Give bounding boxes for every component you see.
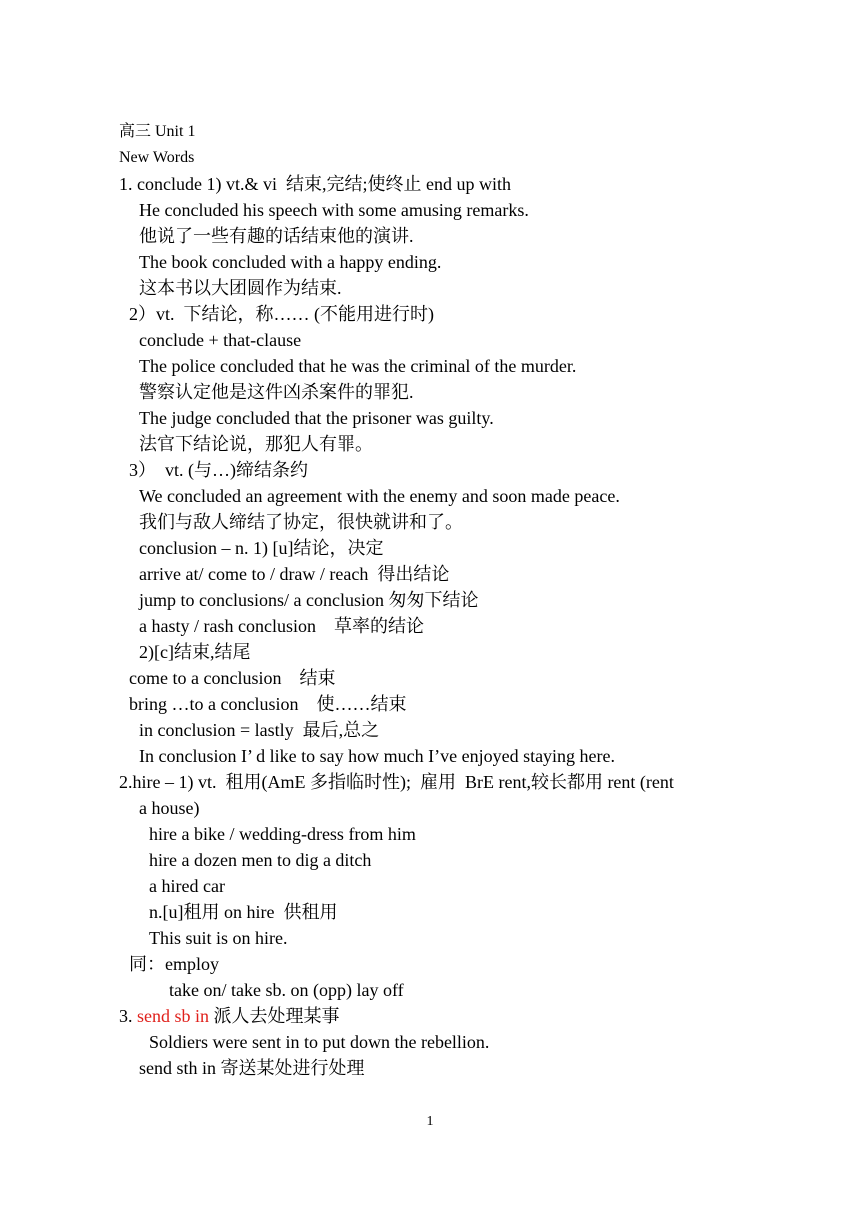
phrase-line: send sth in 寄送某处进行处理 bbox=[139, 1058, 365, 1078]
example-translation: 这本书以大团圆作为结束. bbox=[139, 278, 342, 298]
phrase-line: a hasty / rash conclusion 草率的结论 bbox=[139, 616, 424, 636]
synonym-heading: 同：employ bbox=[129, 954, 219, 974]
section-heading: New Words bbox=[119, 149, 195, 166]
phrase-line: come to a conclusion 结束 bbox=[129, 668, 336, 688]
example-sentence: He concluded his speech with some amusing remarks. bbox=[139, 200, 529, 220]
example-sentence: The book concluded with a happy ending. bbox=[139, 252, 442, 272]
example-translation: 法官下结论说，那犯人有罪。 bbox=[139, 434, 373, 454]
example-sentence: The judge concluded that the prisoner was guilty. bbox=[139, 408, 494, 428]
phrase-meaning: 派人去处理某事 bbox=[209, 1006, 340, 1026]
phrase-line: bring …to a conclusion 使……结束 bbox=[129, 694, 407, 714]
derivative-heading: conclusion – n. 1) [u]结论，决定 bbox=[139, 538, 384, 558]
phrase-line: hire a dozen men to dig a ditch bbox=[149, 850, 372, 870]
highlighted-phrase: send sb in bbox=[137, 1006, 209, 1026]
usage-pattern: conclude + that-clause bbox=[139, 330, 302, 350]
sense-heading: 3） vt. (与…)缔结条约 bbox=[129, 460, 308, 480]
page-number: 1 bbox=[426, 1114, 434, 1129]
phrase-line: a hired car bbox=[149, 876, 225, 896]
sense-heading: 2)[c]结束,结尾 bbox=[139, 642, 251, 662]
phrase-line: arrive at/ come to / draw / reach 得出结论 bbox=[139, 564, 450, 584]
synonym-line: take on/ take sb. on (opp) lay off bbox=[169, 980, 404, 1000]
phrase-line: hire a bike / wedding-dress from him bbox=[149, 824, 416, 844]
example-translation: 我们与敌人缔结了协定，很快就讲和了。 bbox=[139, 512, 463, 532]
example-sentence: In conclusion I’ d like to say how much I’ve enjoyed staying here. bbox=[139, 746, 616, 766]
entry-hire-heading: 2.hire – 1) vt. 租用(AmE 多指临时性); 雇用 BrE rent,较长都用 rent (rent bbox=[119, 772, 674, 792]
unit-title: 高三 Unit 1 bbox=[119, 123, 196, 140]
sense-heading: n.[u]租用 on hire 供租用 bbox=[149, 902, 338, 922]
example-translation: 警察认定他是这件凶杀案件的罪犯. bbox=[139, 382, 414, 402]
entry-conclude-heading: 1. conclude 1) vt.& vi 结束,完结;使终止 end up with bbox=[119, 174, 511, 194]
example-sentence: We concluded an agreement with the enemy and soon made peace. bbox=[139, 486, 620, 506]
example-translation: 他说了一些有趣的话结束他的演讲. bbox=[139, 226, 414, 246]
phrase-line: jump to conclusions/ a conclusion 匆匆下结论 bbox=[139, 590, 479, 610]
example-sentence: The police concluded that he was the criminal of the murder. bbox=[139, 356, 577, 376]
example-sentence: This suit is on hire. bbox=[149, 928, 288, 948]
entry-hire-heading-continued: a house) bbox=[139, 798, 200, 818]
entry-number: 3. bbox=[119, 1006, 137, 1026]
sense-heading: 2）vt. 下结论，称…… (不能用进行时) bbox=[129, 304, 434, 324]
phrase-line: in conclusion = lastly 最后,总之 bbox=[139, 720, 380, 740]
example-sentence: Soldiers were sent in to put down the rebellion. bbox=[149, 1032, 490, 1052]
entry-send-in-heading bbox=[119, 1003, 340, 1029]
